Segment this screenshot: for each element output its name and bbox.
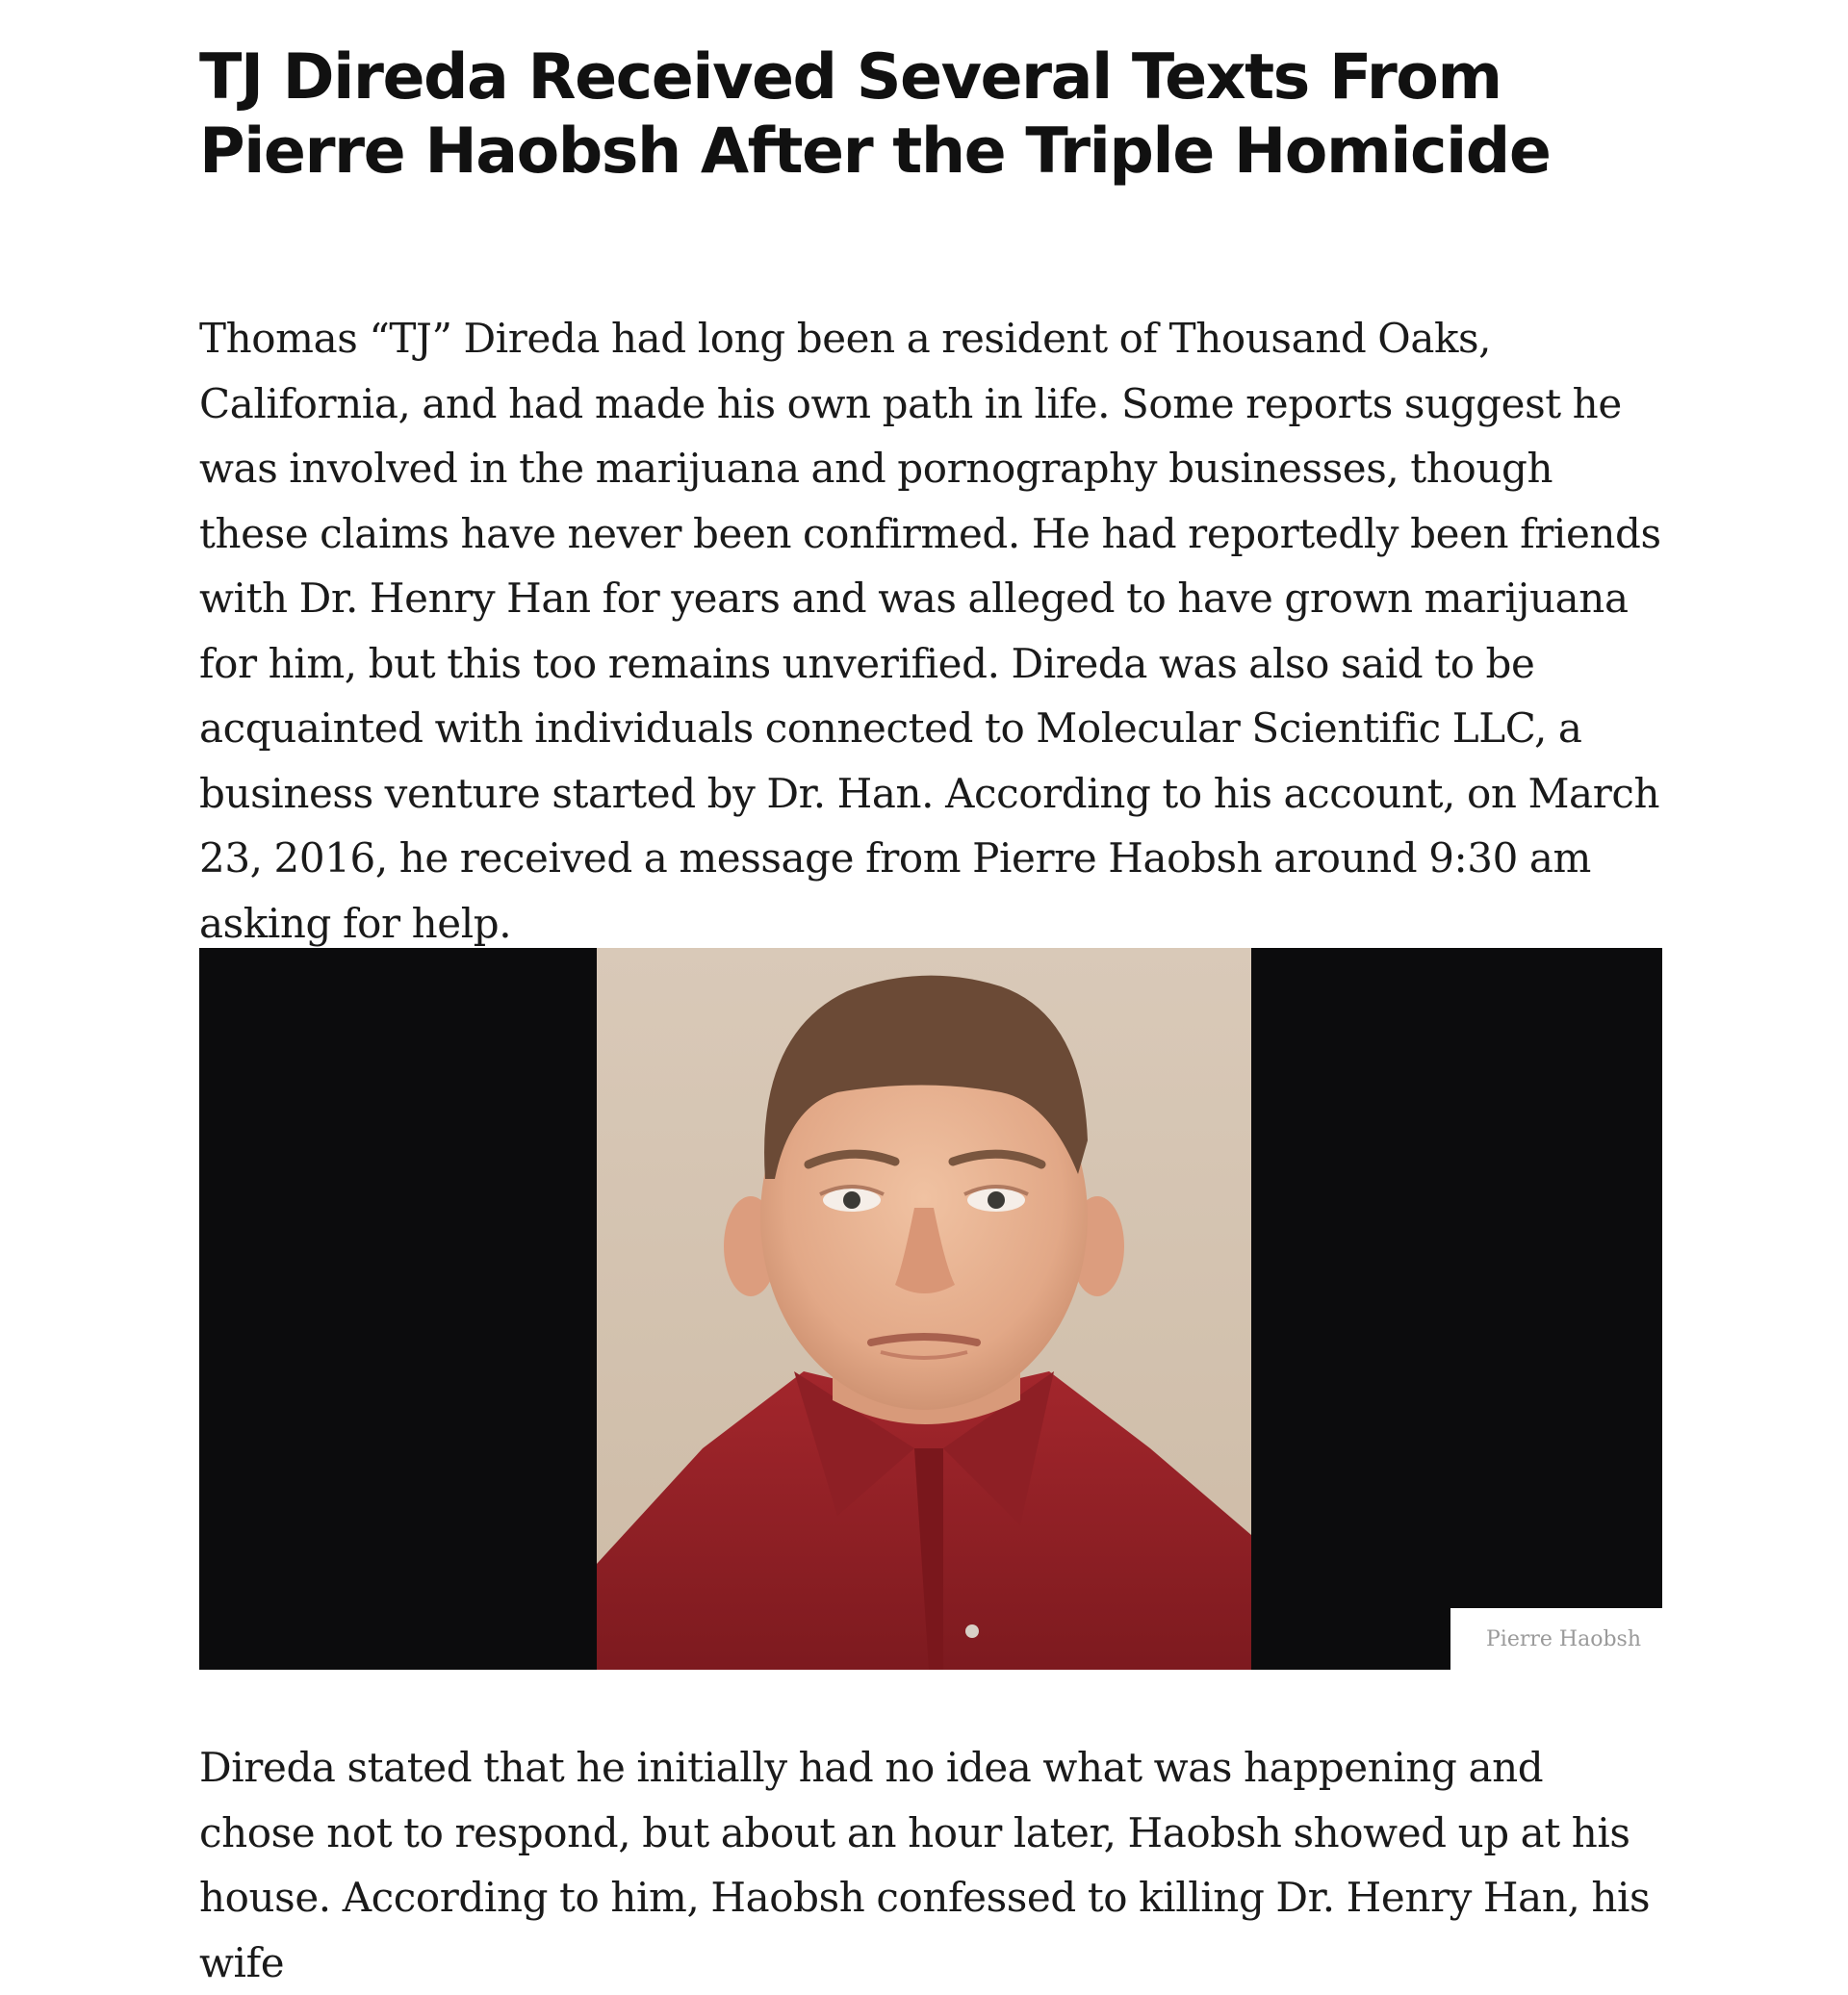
mugshot-photo (597, 948, 1251, 1670)
article-figure (199, 948, 1662, 1670)
article (199, 0, 1666, 1986)
article-headline: TJ Direda Received Several Texts From Pierre Haobsh After the Triple Homicide (199, 41, 1551, 188)
figure-caption: Pierre Haobsh (1450, 1608, 1662, 1670)
article-paragraph-2: Direda stated that he initially had no idea what was happening and chose not to respond, but about an hour later, Haobsh showed up at his house. According to him, Haobsh confessed to killing Dr. Henry Han, his wife (199, 1744, 1651, 1986)
article-paragraph-1: Thomas “TJ” Direda had long been a resident of Thousand Oaks, California, and had made his own path in life. Some reports suggest he was involved in the marijuana and pornography businesses, though these claims have never been confirmed. He had reportedly been friends with Dr. Henry Han for years and was alleged to have grown marijuana for him, but this too remains unverified. Direda was also said to be acquainted with individuals connected to Molecular Scientific LLC, a business venture started by Dr. Han. According to his account, on March 23, 2016, he received a message from Pierre Haobsh around 9:30 am asking for help. (199, 315, 1661, 947)
